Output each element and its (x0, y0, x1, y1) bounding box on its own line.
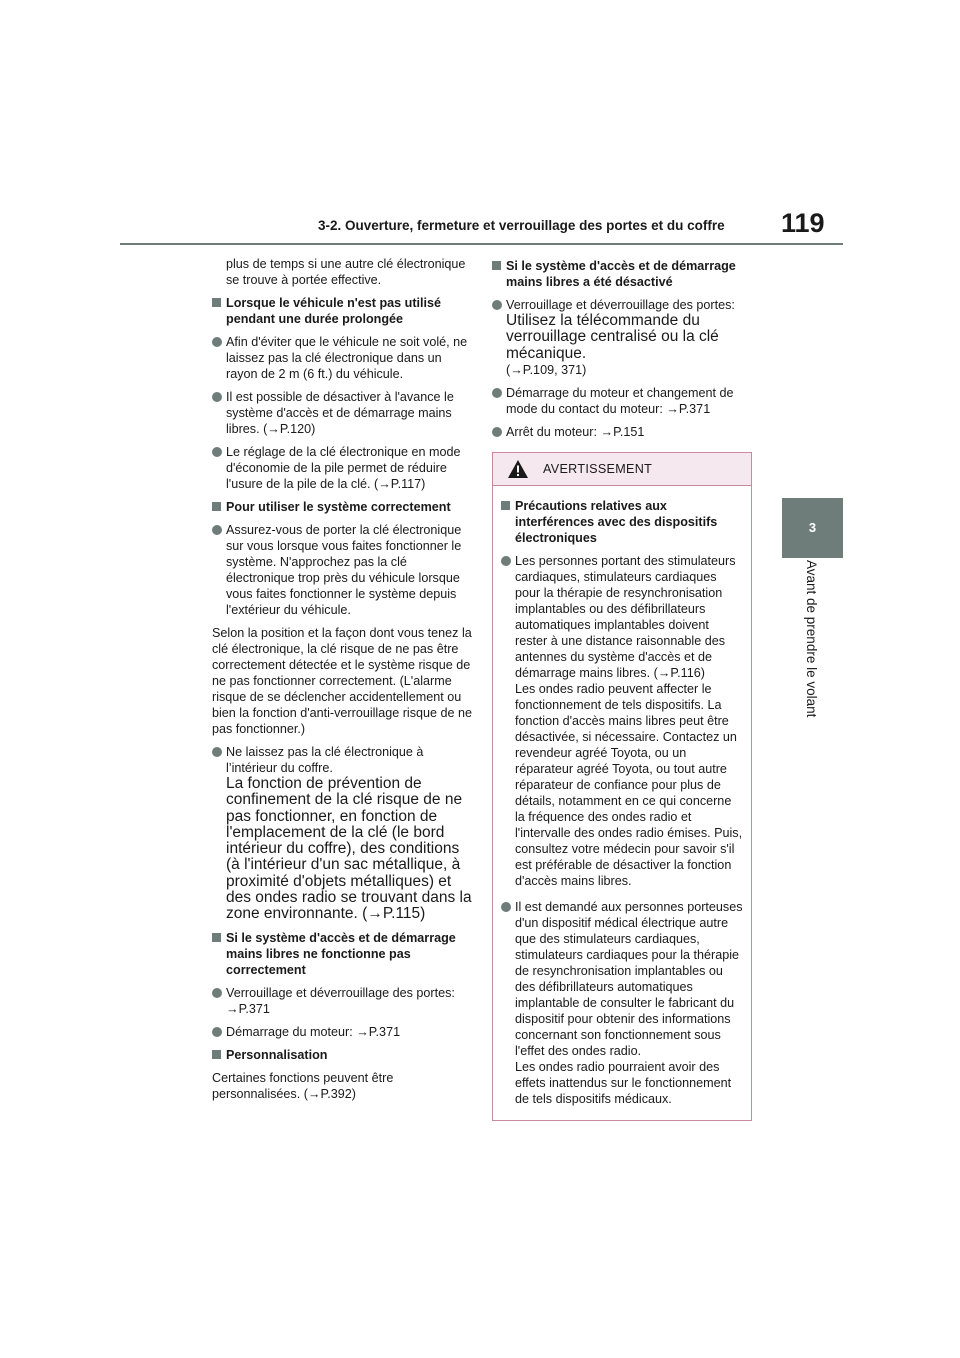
header-divider (120, 243, 843, 245)
bullet-text-large: Utilisez la télécommande du verrouillage centralisé ou la clé mécanique. (506, 312, 719, 362)
bullet-dot-icon (492, 388, 502, 398)
section-heading (212, 930, 474, 978)
right-column (492, 256, 752, 1121)
square-icon (212, 298, 221, 307)
square-icon (212, 1050, 221, 1059)
bullet-text: Ne laissez pas la clé électronique à l’intérieur du coffre. (226, 745, 424, 775)
chapter-label-text: Avant de prendre le volant (804, 560, 819, 718)
page-number: 119 (781, 208, 825, 238)
bullet-item (212, 389, 474, 437)
section-title: 3-2. Ouverture, fermeture et verrouillage des portes et du coffre (318, 218, 725, 233)
heading-text: Précautions relatives aux interférences avec des dispositifs électroniques (515, 498, 718, 545)
square-icon (212, 933, 221, 942)
bullet-dot-icon (492, 427, 502, 437)
bullet-text: Les ondes radio pourraient avoir des effets inattendus sur le fonctionnement de tels dispositifs médicaux. (515, 1059, 732, 1106)
bullet-item (212, 744, 474, 923)
bullet-dot-icon (501, 556, 511, 566)
bullet-text: Assurez-vous de porter la clé électronique sur vous lorsque vous faites fonctionner le système. N'approchez pas la clé électronique trop près du véhicule lorsque vous faites fonctionner le système depuis l'extérieur du véhicule. (226, 523, 462, 617)
bullet-text: (→P.109, 371) (506, 362, 587, 377)
section-heading (501, 498, 743, 546)
bullet-text: Il est possible de désactiver à l'avance le système d'accès et de démarrage mains libres. (→P.120) (226, 390, 454, 436)
square-icon (492, 261, 501, 270)
heading-text: Si le système d'accès et de démarrage mains libres a été désactivé (506, 259, 736, 289)
bullet-item (212, 522, 474, 618)
bullet-text: Démarrage du moteur: →P.371 (226, 1024, 401, 1039)
bullet-item (212, 1024, 474, 1040)
bullet-item (212, 334, 474, 382)
square-icon (501, 501, 510, 510)
left-column (212, 256, 474, 1109)
bullet-text: Afin d'éviter que le véhicule ne soit volé, ne laissez pas la clé électronique dans un rayon de 2 m (6 ft.) du véhicule. (226, 335, 468, 381)
bullet-text: Le réglage de la clé électronique en mode d'économie de la pile permet de réduire l'usure de la pile de la clé. (→P.117) (226, 445, 461, 491)
chapter-number: 3 (808, 520, 817, 535)
heading-text: Si le système d'accès et de démarrage mains libres ne fonctionne pas correctement (226, 930, 456, 977)
bullet-item (492, 424, 752, 440)
bullet-dot-icon (212, 392, 222, 402)
bullet-dot-icon (212, 747, 222, 757)
warning-box (492, 452, 752, 1121)
bullet-item (212, 985, 474, 1017)
bullet-item (492, 385, 752, 417)
section-heading (212, 295, 474, 327)
bullet-text-large: La fonction de prévention de confinement de la clé risque de ne pas fonctionner, en fonction de l'emplacement de la clé (le bord intérieur du coffre), des conditions (à l'intérieur d'un sac métallique, à proximité d'objets métalliques) et des ondes radio se trouvant dans la zone environnante. (→P.115) (226, 775, 472, 923)
bullet-item (492, 297, 752, 378)
warning-triangle-icon (507, 459, 529, 479)
bullet-dot-icon (212, 988, 222, 998)
bullet-text: Verrouillage et déverrouillage des portes: (506, 298, 735, 312)
bullet-item (212, 444, 474, 492)
section-heading (492, 258, 752, 290)
bullet-dot-icon (212, 525, 222, 535)
bullet-text: Démarrage du moteur et changement de mode du contact du moteur: →P.371 (506, 385, 734, 416)
section-heading (212, 499, 474, 515)
bullet-dot-icon (212, 1027, 222, 1037)
bullet-text: Les ondes radio peuvent affecter le fonctionnement de tels dispositifs. La fonction d'accès mains libres peut être désactivée, si nécessaire. Contactez un revendeur agréé Toyota, ou un réparateur agréé Toyota, ou tout autre réparateur de confiance pour plus de détails, notamment en ce qui concerne la fréquence des ondes radio et l'intervalle des ondes radio émises. Puis, consultez votre médecin pour savoir s'il est préférable de désactiver la fonction d'accès mains libres. (515, 681, 743, 888)
paragraph: Selon la position et la façon dont vous tenez la clé électronique, la clé risque de ne pas être correctement détectée et le système risque de ne pas fonctionner correctement. (L'alarme risque de se déclencher accidentellement ou bien la fonction d'anti-verrouillage risque de ne pas fonctionner.) (212, 626, 473, 736)
bullet-text: Il est demandé aux personnes porteuses d'un dispositif médical électrique autre que des stimulateurs cardiaques, stimulateurs cardiaques pour la thérapie de resynchronisation implantables ou des défibrillateurs automatiques implantable de consulter le fabricant du dispositif pour obtenir des informations concernant son fonctionnement sous l'effet des ondes radio. (515, 899, 743, 1058)
heading-text: Pour utiliser le système correctement (226, 500, 451, 514)
bullet-text: Arrêt du moteur: →P.151 (506, 424, 645, 439)
paragraph: Certaines fonctions peuvent être personnalisées. (→P.392) (212, 1070, 394, 1101)
bullet-item (501, 899, 743, 1107)
heading-text: Lorsque le véhicule n'est pas utilisé pendant une durée prolongée (226, 296, 442, 326)
bullet-dot-icon (492, 300, 502, 310)
bullet-text: Les personnes portant des stimulateurs cardiaques, stimulateurs cardiaques pour la thérapie de resynchronisation implantables ou des défibrillateurs automatiques implantables doivent rester à une distance raisonnable des antennes du système d'accès et de démarrage mains libres. (→P.116) (515, 553, 736, 680)
warning-body (493, 486, 751, 1120)
chapter-tab (782, 498, 843, 558)
paragraph: plus de temps si une autre clé électronique se trouve à portée effective. (226, 257, 466, 287)
bullet-item (501, 553, 743, 889)
section-heading (212, 1047, 474, 1063)
heading-text: Personnalisation (226, 1047, 328, 1062)
bullet-text: Verrouillage et déverrouillage des portes: →P.371 (226, 985, 455, 1016)
warning-header (493, 453, 751, 486)
bullet-dot-icon (501, 902, 511, 912)
square-icon (212, 502, 221, 511)
warning-title: AVERTISSEMENT (543, 461, 653, 476)
bullet-dot-icon (212, 337, 222, 347)
bullet-dot-icon (212, 447, 222, 457)
